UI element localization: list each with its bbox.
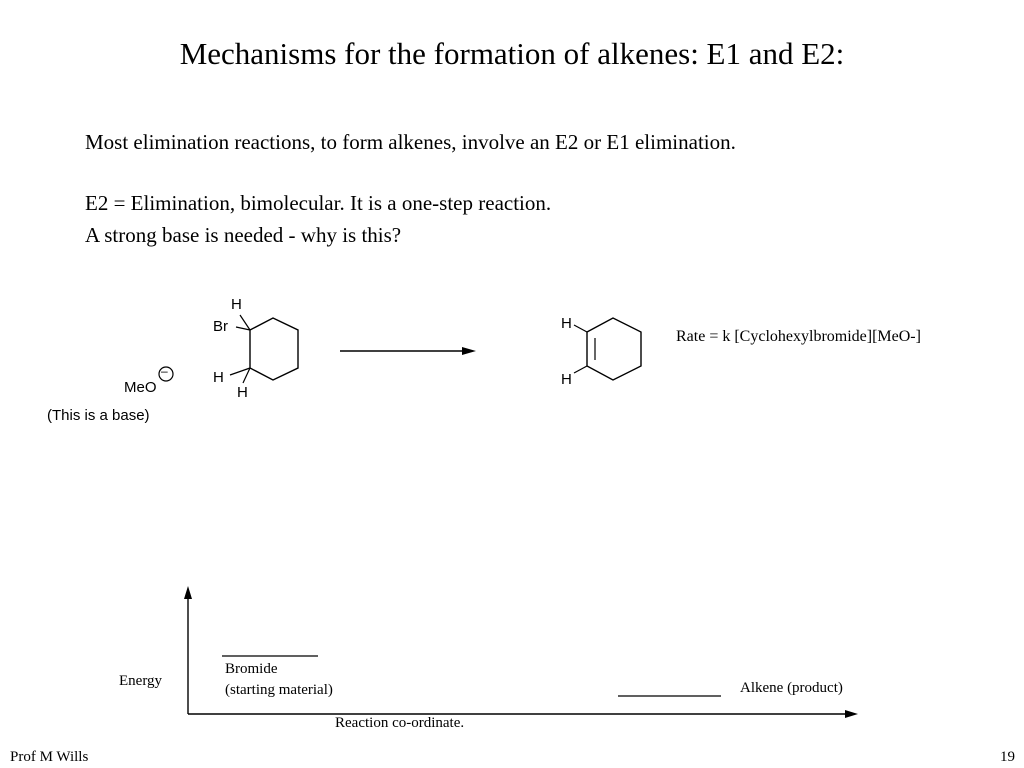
starting-material-label-line2: (starting material) [225,682,333,698]
base-note: (This is a base) [47,407,150,424]
energy-axis-arrowhead [184,586,192,599]
slide-title: Mechanisms for the formation of alkenes: E1 and E2: [179,36,845,71]
body-line-3: A strong base is needed - why is this? [85,223,402,247]
bond-product-h-top [574,325,587,332]
energy-axis-label: Energy [119,673,163,689]
base-charge: – [161,364,168,378]
footer-author: Prof M Wills [10,749,89,765]
reactant-h-top: H [231,296,242,313]
reaction-arrowhead [462,347,476,355]
reactant-br: Br [213,318,228,335]
rate-law: Rate = k [Cyclohexylbromide][MeO-] [676,328,921,345]
reaction-coordinate-label: Reaction co-ordinate. [335,715,465,731]
product-h-bottom: H [561,371,572,388]
product-h-top: H [561,315,572,332]
reactant-h-left: H [213,369,224,386]
bond-product-h-bottom [574,366,587,373]
base-label: MeO [124,379,157,396]
starting-material-label-line1: Bromide [225,661,278,677]
reactant-ring [250,318,298,380]
footer-page-number: 19 [1000,749,1015,765]
reactant-h-bottom: H [237,384,248,401]
product-level-label: Alkene (product) [740,680,843,696]
body-line-1: Most elimination reactions, to form alkenes, involve an E2 or E1 elimination. [85,130,736,154]
body-line-2: E2 = Elimination, bimolecular. It is a one-step reaction. [85,191,552,215]
reaction-coordinate-arrowhead [845,710,858,718]
